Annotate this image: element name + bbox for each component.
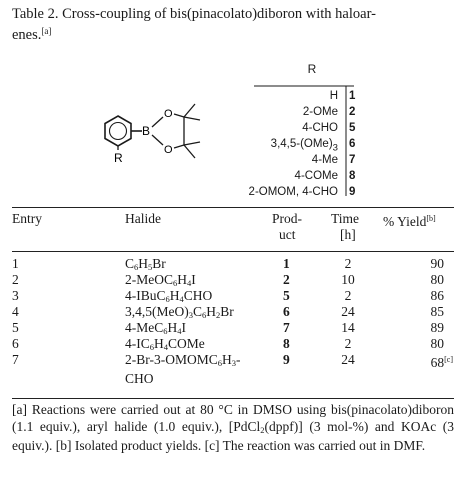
header-entry: Entry <box>12 211 42 226</box>
cell-time: 14 <box>341 320 355 335</box>
substituent-text: 4-Me <box>311 154 338 166</box>
substituent-row <box>246 154 438 170</box>
cell-entry: 2 <box>12 272 19 287</box>
table-bottom-rule <box>12 398 454 399</box>
cell-yield: 80 <box>430 336 444 351</box>
header-product <box>272 211 302 243</box>
substituent-row <box>246 138 438 154</box>
substituent-row <box>246 90 438 106</box>
compound-number: 8 <box>349 170 356 182</box>
header-halide: Halide <box>125 211 161 226</box>
header-yield-footnote-mark: [b] <box>426 214 436 223</box>
cell-halide: $4-MeC_6H_4I$ <box>125 320 186 336</box>
substituent-row <box>246 186 438 202</box>
substituent-row <box>246 122 438 138</box>
benzene-ring <box>105 116 142 150</box>
cell-product: 2 <box>283 272 290 287</box>
cell-halide: $3,4,5(MeO)_3C_6H_2Br$ <box>125 304 234 320</box>
cell-entry: 5 <box>12 320 19 335</box>
compound-number: 5 <box>349 122 356 134</box>
compound-number: 2 <box>349 106 356 118</box>
compound-number: 1 <box>349 90 356 102</box>
cell-halide: $C_6H_5Br$ <box>125 256 166 272</box>
cell-product: 6 <box>283 304 290 319</box>
cell-time: 2 <box>344 256 352 271</box>
cell-halide: $2-Br-3-OMOMC_6H_3-$ CHO <box>125 352 241 386</box>
pinacol-ring <box>152 104 200 158</box>
cell-yield: 90 <box>430 256 444 271</box>
cell-yield: 85 <box>430 304 444 319</box>
cell-yield: 80 <box>430 272 444 287</box>
compound-number: 6 <box>349 138 356 150</box>
cell-product: 1 <box>283 256 290 271</box>
cell-entry: 7 <box>12 352 19 367</box>
oxygen-bottom-label: O <box>164 144 173 156</box>
cell-product: 9 <box>283 352 290 367</box>
header-yield-text: % Yield <box>383 214 427 229</box>
cell-halide: $2-MeOC_6H_4I$ <box>125 272 196 288</box>
substituent-text: 4-COMe <box>294 170 338 182</box>
cell-halide: $4-IBuC_6H_4CHO$ <box>125 288 213 304</box>
substituent-header: R <box>307 62 317 76</box>
header-product-line-2: uct <box>279 227 296 242</box>
cell-halide: $4-IC_6H_4COMe$ <box>125 336 205 352</box>
cell-time: 24 <box>341 352 355 367</box>
substituent-text: 2-OMe <box>302 106 338 118</box>
compound-number: 9 <box>349 186 356 198</box>
substituent-text: $3,4,5-(OMe)_3$ <box>270 138 338 154</box>
substituent-row <box>246 170 438 186</box>
cell-yield: 68[c] <box>430 355 453 370</box>
compound-number: 7 <box>349 154 356 166</box>
cell-product: 7 <box>283 320 290 335</box>
header-yield <box>383 211 436 230</box>
table-top-rule <box>12 207 454 208</box>
header-product-line-1: Prod- <box>272 211 302 226</box>
cell-yield: 86 <box>430 288 444 303</box>
table-footnote: [a] Reactions were carried out at 80 °C in DMSO using bis(pinacolato)diboron (1.1 equiv.), aryl halide (1.0 equiv.), [PdCl$_2$(dppf)] (3 mol-%) and KOAc (3 equiv.). [b] Isolated product yields. [c] The reaction was carried out in DMF. <box>12 402 454 453</box>
table-header-rule <box>12 251 454 252</box>
cell-product: 8 <box>283 336 290 351</box>
cell-time: 24 <box>341 304 355 319</box>
header-time <box>331 211 359 243</box>
cell-entry: 3 <box>12 288 19 303</box>
caption-line-1: Table 2. Cross-coupling of bis(pinacolato)diboron with haloar- <box>12 6 376 22</box>
caption-line-2-text: enes. <box>12 27 42 43</box>
substituent-text: 4-CHO <box>302 122 338 134</box>
cell-time: 2 <box>344 288 352 303</box>
substituent-text: 2-OMOM, 4-CHO <box>248 186 338 198</box>
cell-entry: 4 <box>12 304 19 319</box>
header-time-line-1: Time <box>331 211 360 226</box>
cell-entry: 1 <box>12 256 19 271</box>
header-time-line-2: [h] <box>340 227 356 242</box>
oxygen-top-label: O <box>164 108 173 120</box>
ring-substituent-label: R <box>114 151 123 165</box>
caption-footnote-mark: [a] <box>41 26 52 36</box>
cell-entry: 6 <box>12 336 19 351</box>
cell-yield: 89 <box>430 320 444 335</box>
cell-time: 2 <box>344 336 352 351</box>
cell-product: 5 <box>283 288 290 303</box>
cell-time: 10 <box>341 272 355 287</box>
substituent-row <box>246 106 438 122</box>
boron-label: B <box>142 124 151 138</box>
substituent-text: H <box>329 90 338 102</box>
